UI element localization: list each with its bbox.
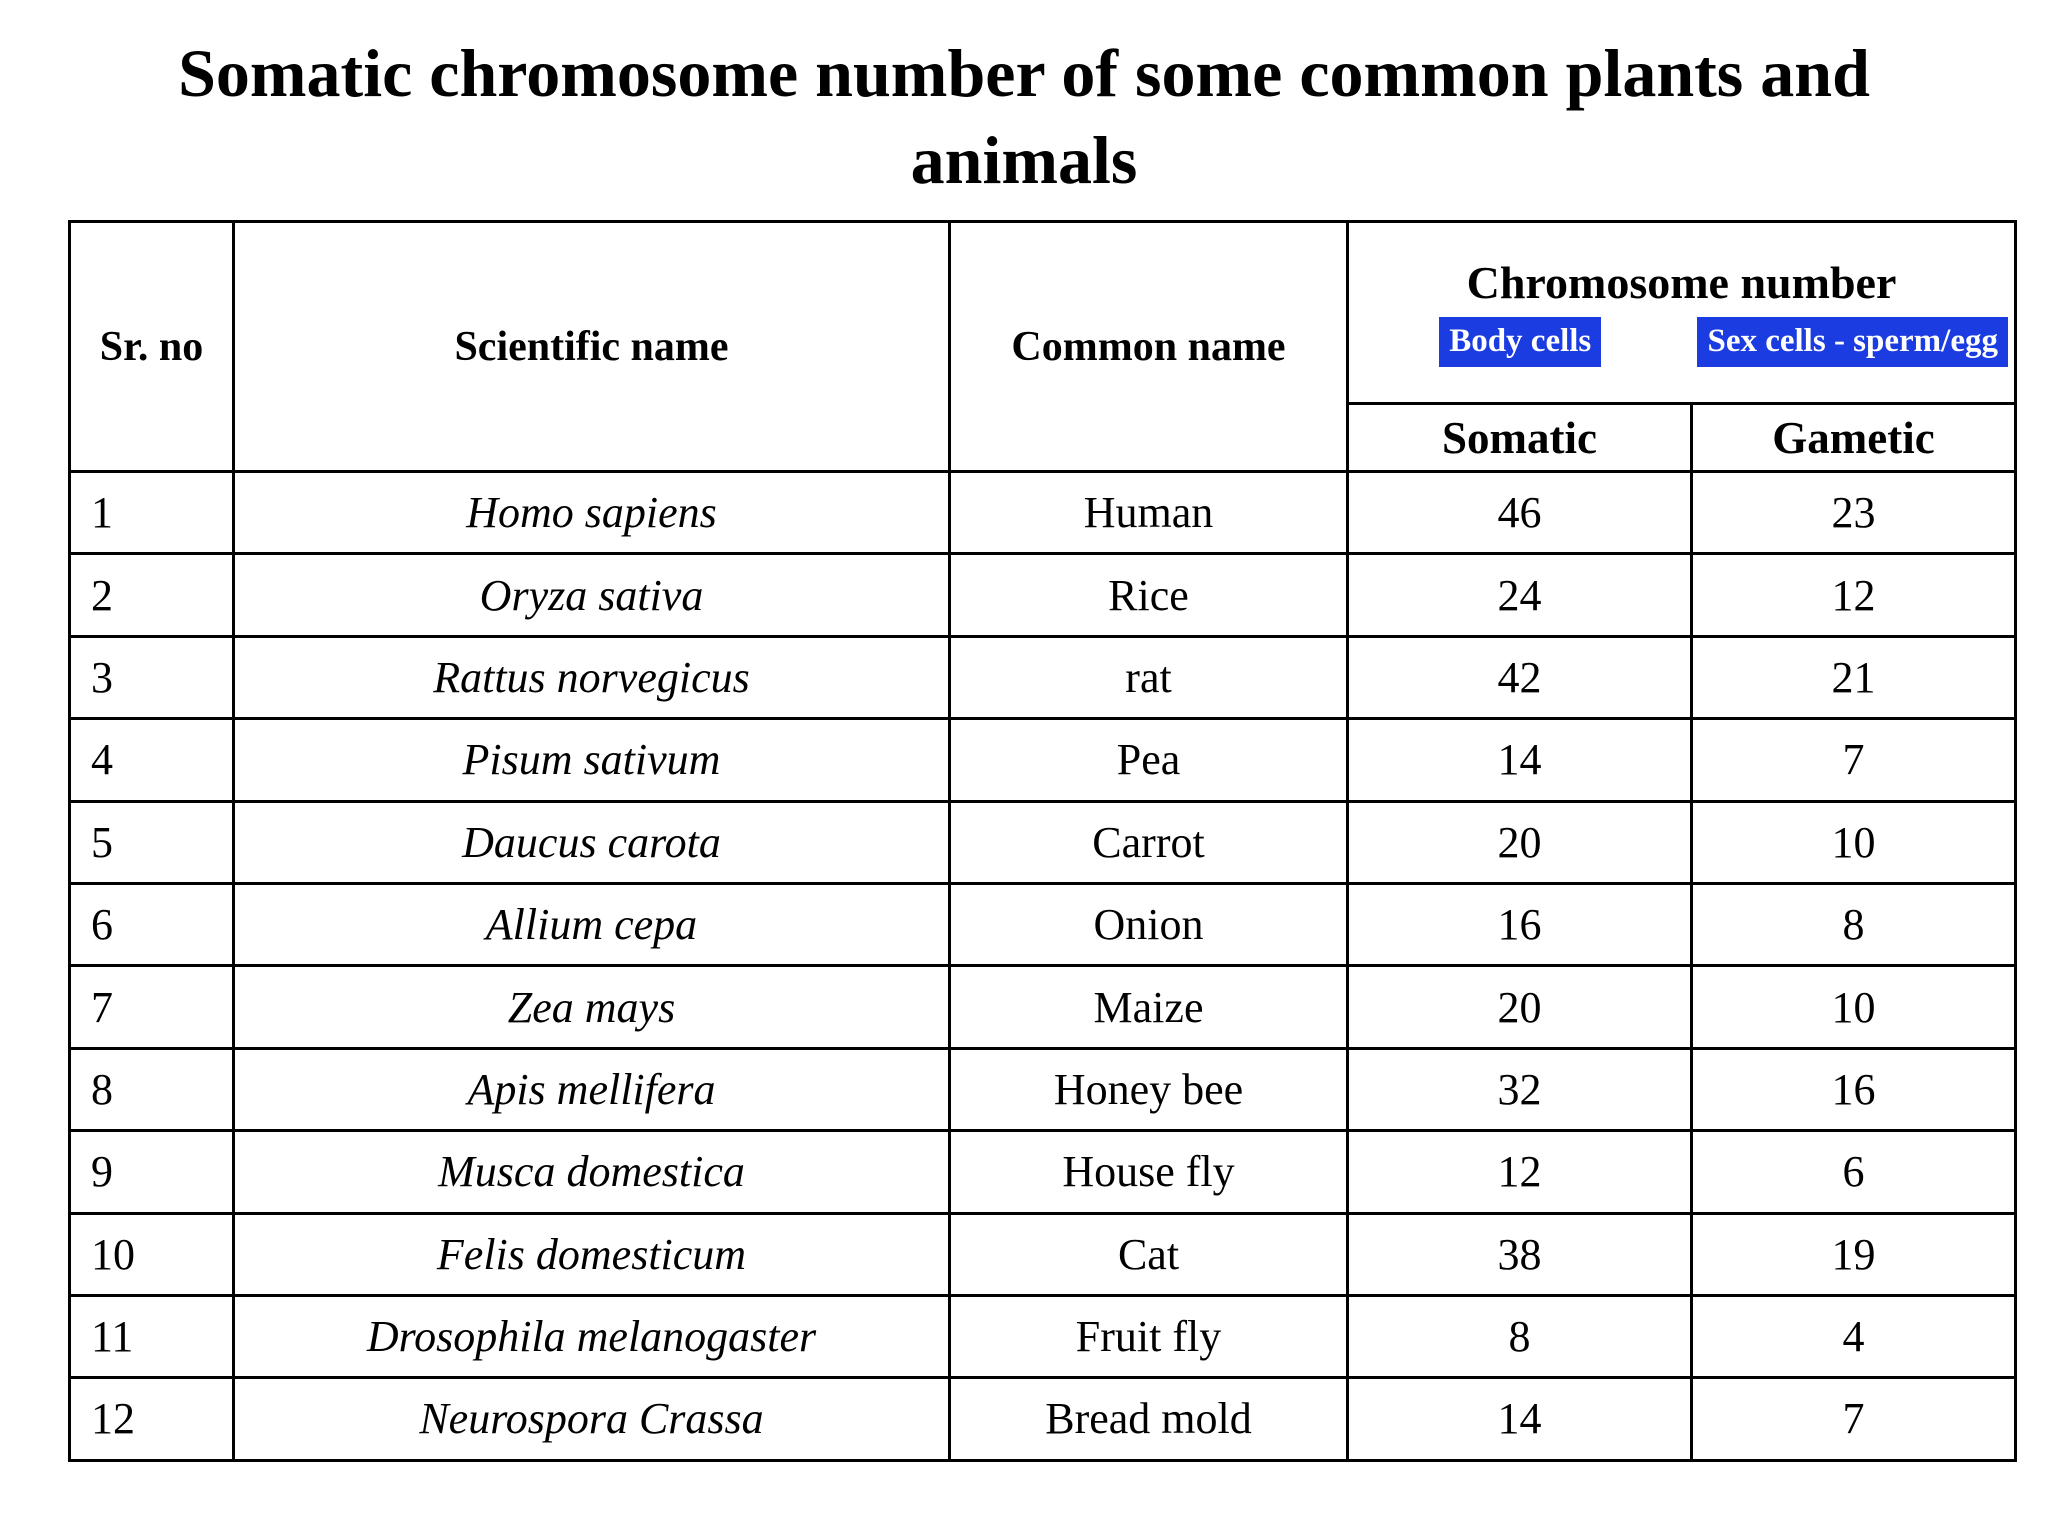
cell-common-name: Carrot	[950, 801, 1348, 883]
table-row	[70, 1295, 2016, 1377]
cell-gametic-number: 10	[1692, 801, 2016, 883]
table-row	[70, 801, 2016, 883]
cell-somatic-number: 42	[1348, 636, 1692, 718]
cell-common-name: Pea	[950, 719, 1348, 801]
table-row	[70, 1213, 2016, 1295]
cell-gametic-number: 7	[1692, 1378, 2016, 1460]
cell-sr-no: 7	[70, 966, 234, 1048]
cell-scientific-name: Rattus norvegicus	[234, 636, 950, 718]
cell-scientific-name: Allium cepa	[234, 883, 950, 965]
cell-somatic-number: 20	[1348, 966, 1692, 1048]
cell-somatic-number: 46	[1348, 472, 1692, 554]
cell-common-name: Honey bee	[950, 1048, 1348, 1130]
cell-gametic-number: 12	[1692, 554, 2016, 636]
cell-gametic-number: 4	[1692, 1295, 2016, 1377]
table-row	[70, 966, 2016, 1048]
header-gametic: Gametic	[1692, 404, 2016, 472]
cell-sr-no: 11	[70, 1295, 234, 1377]
cell-common-name: Rice	[950, 554, 1348, 636]
cell-common-name: Onion	[950, 883, 1348, 965]
header-common-name: Common name	[950, 222, 1348, 472]
cell-scientific-name: Homo sapiens	[234, 472, 950, 554]
cell-sr-no: 12	[70, 1378, 234, 1460]
cell-somatic-number: 24	[1348, 554, 1692, 636]
cell-common-name: Human	[950, 472, 1348, 554]
chromosome-table	[68, 220, 2017, 1462]
header-chromosome-number-group	[1348, 222, 2016, 404]
page-title	[0, 30, 2048, 204]
cell-scientific-name: Musca domestica	[234, 1131, 950, 1213]
cell-sr-no: 5	[70, 801, 234, 883]
cell-common-name: Bread mold	[950, 1378, 1348, 1460]
cell-scientific-name: Oryza sativa	[234, 554, 950, 636]
cell-common-name: rat	[950, 636, 1348, 718]
cell-gametic-number: 8	[1692, 883, 2016, 965]
cell-type-label-row	[1349, 317, 2014, 367]
cell-somatic-number: 38	[1348, 1213, 1692, 1295]
cell-scientific-name: Pisum sativum	[234, 719, 950, 801]
header-somatic: Somatic	[1348, 404, 1692, 472]
cell-gametic-number: 7	[1692, 719, 2016, 801]
table-row	[70, 719, 2016, 801]
cell-sr-no: 4	[70, 719, 234, 801]
sex-cells-highlight: Sex cells - sperm/egg	[1697, 317, 2008, 367]
cell-sr-no: 3	[70, 636, 234, 718]
chromosome-number-label: Chromosome number	[1466, 257, 1897, 309]
header-row	[70, 222, 2016, 404]
cell-gametic-number: 19	[1692, 1213, 2016, 1295]
cell-somatic-number: 8	[1348, 1295, 1692, 1377]
cell-common-name: Maize	[950, 966, 1348, 1048]
cell-somatic-number: 14	[1348, 1378, 1692, 1460]
header-scientific-name: Scientific name	[234, 222, 950, 472]
cell-gametic-number: 21	[1692, 636, 2016, 718]
cell-sr-no: 1	[70, 472, 234, 554]
cell-somatic-number: 20	[1348, 801, 1692, 883]
cell-scientific-name: Felis domesticum	[234, 1213, 950, 1295]
cell-somatic-number: 32	[1348, 1048, 1692, 1130]
cell-somatic-number: 16	[1348, 883, 1692, 965]
table-row	[70, 554, 2016, 636]
table-body	[70, 472, 2016, 1461]
cell-sr-no: 8	[70, 1048, 234, 1130]
cell-scientific-name: Daucus carota	[234, 801, 950, 883]
cell-sr-no: 6	[70, 883, 234, 965]
table-row	[70, 1378, 2016, 1460]
cell-common-name: Fruit fly	[950, 1295, 1348, 1377]
cell-scientific-name: Drosophila melanogaster	[234, 1295, 950, 1377]
cell-somatic-number: 12	[1348, 1131, 1692, 1213]
table-row	[70, 1131, 2016, 1213]
cell-common-name: Cat	[950, 1213, 1348, 1295]
cell-gametic-number: 10	[1692, 966, 2016, 1048]
body-cells-highlight: Body cells	[1439, 317, 1601, 367]
cell-sr-no: 2	[70, 554, 234, 636]
sex-cells-slot	[1691, 317, 2014, 367]
cell-gametic-number: 23	[1692, 472, 2016, 554]
table-row	[70, 472, 2016, 554]
cell-somatic-number: 14	[1348, 719, 1692, 801]
cell-scientific-name: Zea mays	[234, 966, 950, 1048]
header-sr-no: Sr. no	[70, 222, 234, 472]
table-header	[70, 222, 2016, 472]
cell-scientific-name: Apis mellifera	[234, 1048, 950, 1130]
cell-sr-no: 9	[70, 1131, 234, 1213]
cell-common-name: House fly	[950, 1131, 1348, 1213]
table-row	[70, 883, 2016, 965]
cell-gametic-number: 6	[1692, 1131, 2016, 1213]
cell-gametic-number: 16	[1692, 1048, 2016, 1130]
table-row	[70, 636, 2016, 718]
cell-sr-no: 10	[70, 1213, 234, 1295]
page-title-text: Somatic chromosome number of some common plants and animals	[178, 35, 1870, 199]
body-cells-slot	[1349, 317, 1691, 367]
cell-scientific-name: Neurospora Crassa	[234, 1378, 950, 1460]
table-row	[70, 1048, 2016, 1130]
